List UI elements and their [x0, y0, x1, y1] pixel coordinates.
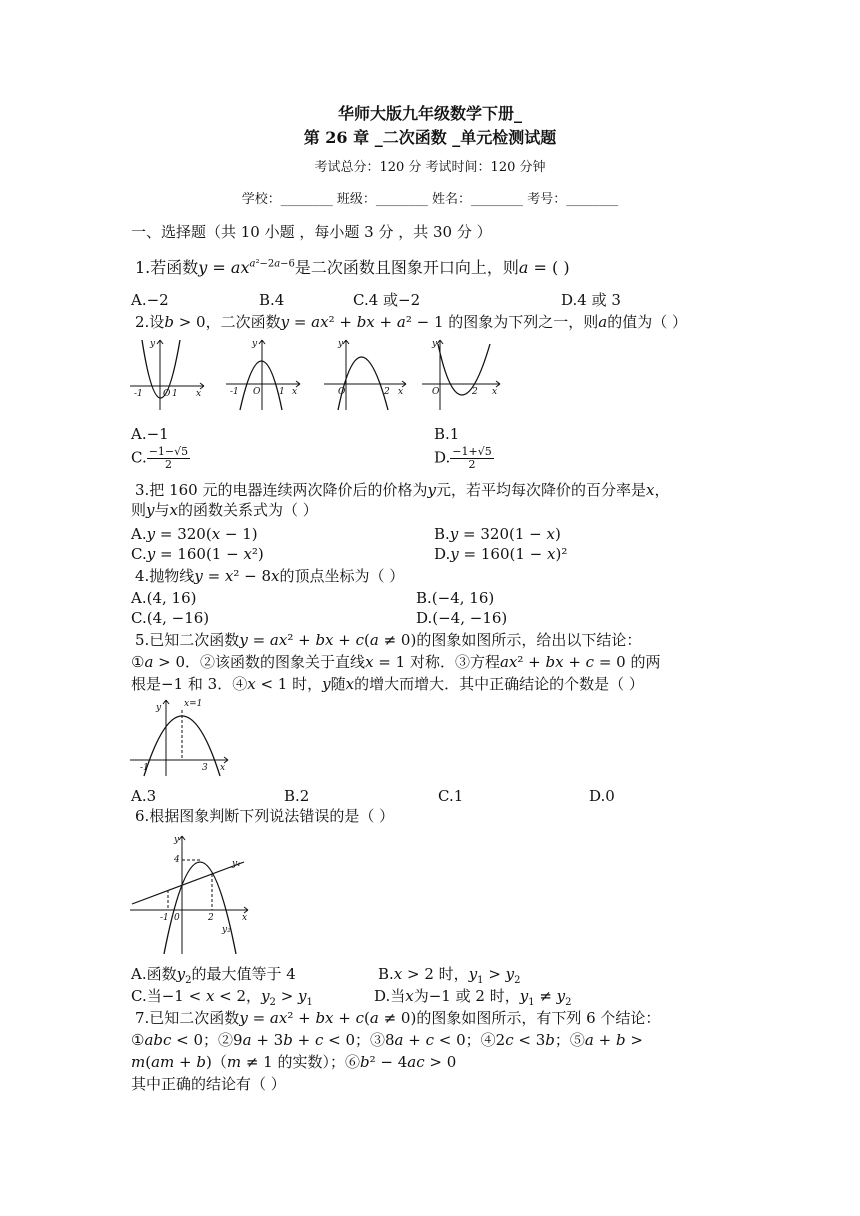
- svg-text:3: 3: [202, 763, 208, 773]
- q2-option-d[interactable]: D. $\frac{-1+√5}{2}$: [434, 445, 492, 471]
- q1-option-a[interactable]: A.−2: [131, 291, 169, 309]
- q1-option-b[interactable]: B.4: [259, 291, 285, 309]
- exam-info: 考试总分：120 分 考试时间：120 分钟: [314, 160, 546, 175]
- q5-option-b[interactable]: B.2: [284, 787, 310, 805]
- svg-text:O: O: [432, 387, 440, 397]
- q6-option-b[interactable]: B.x > 2 时，$y_1 > y_2$: [378, 965, 521, 986]
- svg-text:x=1: x=1: [184, 699, 203, 709]
- q2-graph-2: [224, 336, 304, 412]
- question-7-line1: 7.已知二次函数y = ax² + bx + c(a ≠ 0)的图象如图所示，有下列 6 个结论：: [135, 1009, 661, 1027]
- svg-text:x: x: [398, 387, 404, 397]
- svg-text:y: y: [150, 339, 156, 349]
- question-3-line1: 3.把 160 元的电器连续两次降价后的价格为y元，若平均每次降价的百分率是x，: [135, 481, 670, 499]
- svg-text:x: x: [220, 763, 226, 773]
- svg-text:-1: -1: [160, 913, 169, 923]
- svg-text:y₂: y₂: [222, 925, 231, 935]
- svg-text:x: x: [292, 387, 298, 397]
- q4-option-b[interactable]: B.(−4, 16): [416, 589, 495, 607]
- q5-graph: [128, 696, 232, 778]
- q2-graph-4: [420, 336, 502, 412]
- question-5-line3: 根是−1 和 3．④x < 1 时，y随x的增大而增大．其中正确结论的个数是（ ）: [131, 675, 644, 693]
- q2-option-c[interactable]: C. $\frac{-1-√5}{2}$: [131, 445, 189, 471]
- svg-text:y: y: [174, 835, 180, 845]
- svg-text:-1: -1: [134, 389, 143, 399]
- q1-option-d[interactable]: D.4 或 3: [561, 291, 621, 309]
- question-3-line2: 则y与x的函数关系式为（ ）: [131, 501, 318, 519]
- doc-title-line1: 华师大版九年级数学下册_: [337, 104, 522, 123]
- q1-option-c[interactable]: C.4 或−2: [353, 291, 421, 309]
- svg-text:y: y: [252, 339, 258, 349]
- svg-text:1: 1: [172, 389, 178, 399]
- question-5-line2: ①a > 0．②该函数的图象关于直线x = 1 对称．③方程ax² + bx + c = 0 的两: [131, 653, 661, 671]
- svg-text:O: O: [163, 389, 171, 399]
- section-heading: 一、选择题（共 10 小题 ，每小题 3 分 ，共 30 分 ）: [131, 223, 492, 241]
- q3-option-c[interactable]: C.y = 160(1 − x²): [131, 545, 264, 563]
- question-5-line1: 5.已知二次函数y = ax² + bx + c(a ≠ 0)的图象如图所示，给出以下结论：: [135, 631, 642, 649]
- svg-text:-1: -1: [140, 763, 149, 773]
- svg-text:2: 2: [472, 387, 478, 397]
- q4-option-c[interactable]: C.(4, −16): [131, 609, 210, 627]
- doc-title-line2: 第 26 章 _二次函数 _单元检测试题: [303, 128, 557, 147]
- svg-text:0: 0: [174, 913, 180, 923]
- svg-text:O: O: [338, 387, 346, 397]
- q3-option-a[interactable]: A.y = 320(x − 1): [131, 525, 258, 543]
- question-7-line2: ①abc < 0；②9a + 3b + c < 0；③8a + c < 0；④2c < 3b；⑤a + b >: [131, 1031, 643, 1049]
- svg-text:1: 1: [279, 387, 285, 397]
- question-7-line3: m(am + b)（m ≠ 1 的实数）；⑥b² − 4ac > 0: [131, 1053, 457, 1071]
- svg-text:y₁: y₁: [232, 859, 241, 869]
- question-2: 2.设b > 0，二次函数y = ax² + bx + a² − 1 的图象为下列之一，则a的值为（ ）: [135, 313, 687, 331]
- q2-graph-3: [322, 336, 410, 412]
- svg-text:-1: -1: [230, 387, 239, 397]
- q2-option-a[interactable]: A.−1: [131, 425, 169, 443]
- svg-text:4: 4: [174, 855, 180, 865]
- q6-option-a[interactable]: A.函数$y_2$的最大值等于 4: [131, 965, 296, 986]
- q4-option-a[interactable]: A.(4, 16): [131, 589, 197, 607]
- question-4: 4.抛物线y = x² − 8x的顶点坐标为（ ）: [135, 567, 405, 585]
- student-fields: 学校：________ 班级：________ 姓名：________ 考号：________: [241, 192, 619, 207]
- question-1: 1.若函数$y = ax^{a^2-2a-6}$是二次函数且图象开口向上，则a = ( ): [135, 258, 570, 277]
- question-7-line4: 其中正确的结论有（ ）: [131, 1075, 286, 1093]
- q2-option-b[interactable]: B.1: [434, 425, 460, 443]
- q6-graph: [128, 832, 250, 956]
- q6-option-d[interactable]: D.当x为−1 或 2 时，$y_1 \ne y_2$: [374, 987, 572, 1008]
- svg-text:y: y: [156, 703, 162, 713]
- q3-option-b[interactable]: B.y = 320(1 − x): [434, 525, 561, 543]
- q5-option-c[interactable]: C.1: [438, 787, 464, 805]
- q5-option-d[interactable]: D.0: [589, 787, 615, 805]
- svg-text:2: 2: [384, 387, 390, 397]
- svg-text:y: y: [338, 339, 344, 349]
- q5-option-a[interactable]: A.3: [131, 787, 157, 805]
- q2-graph-1: [128, 336, 206, 412]
- question-6: 6.根据图象判断下列说法错误的是（ ）: [135, 807, 395, 825]
- svg-text:O: O: [253, 387, 261, 397]
- q4-option-d[interactable]: D.(−4, −16): [416, 609, 508, 627]
- svg-text:2: 2: [208, 913, 214, 923]
- svg-text:x: x: [196, 389, 202, 399]
- svg-text:x: x: [242, 913, 248, 923]
- svg-text:y: y: [432, 339, 438, 349]
- q3-option-d[interactable]: D.y = 160(1 − x)²: [434, 545, 568, 563]
- q6-option-c[interactable]: C.当−1 < x < 2，$y_2 > y_1$: [131, 987, 313, 1008]
- svg-text:x: x: [492, 387, 498, 397]
